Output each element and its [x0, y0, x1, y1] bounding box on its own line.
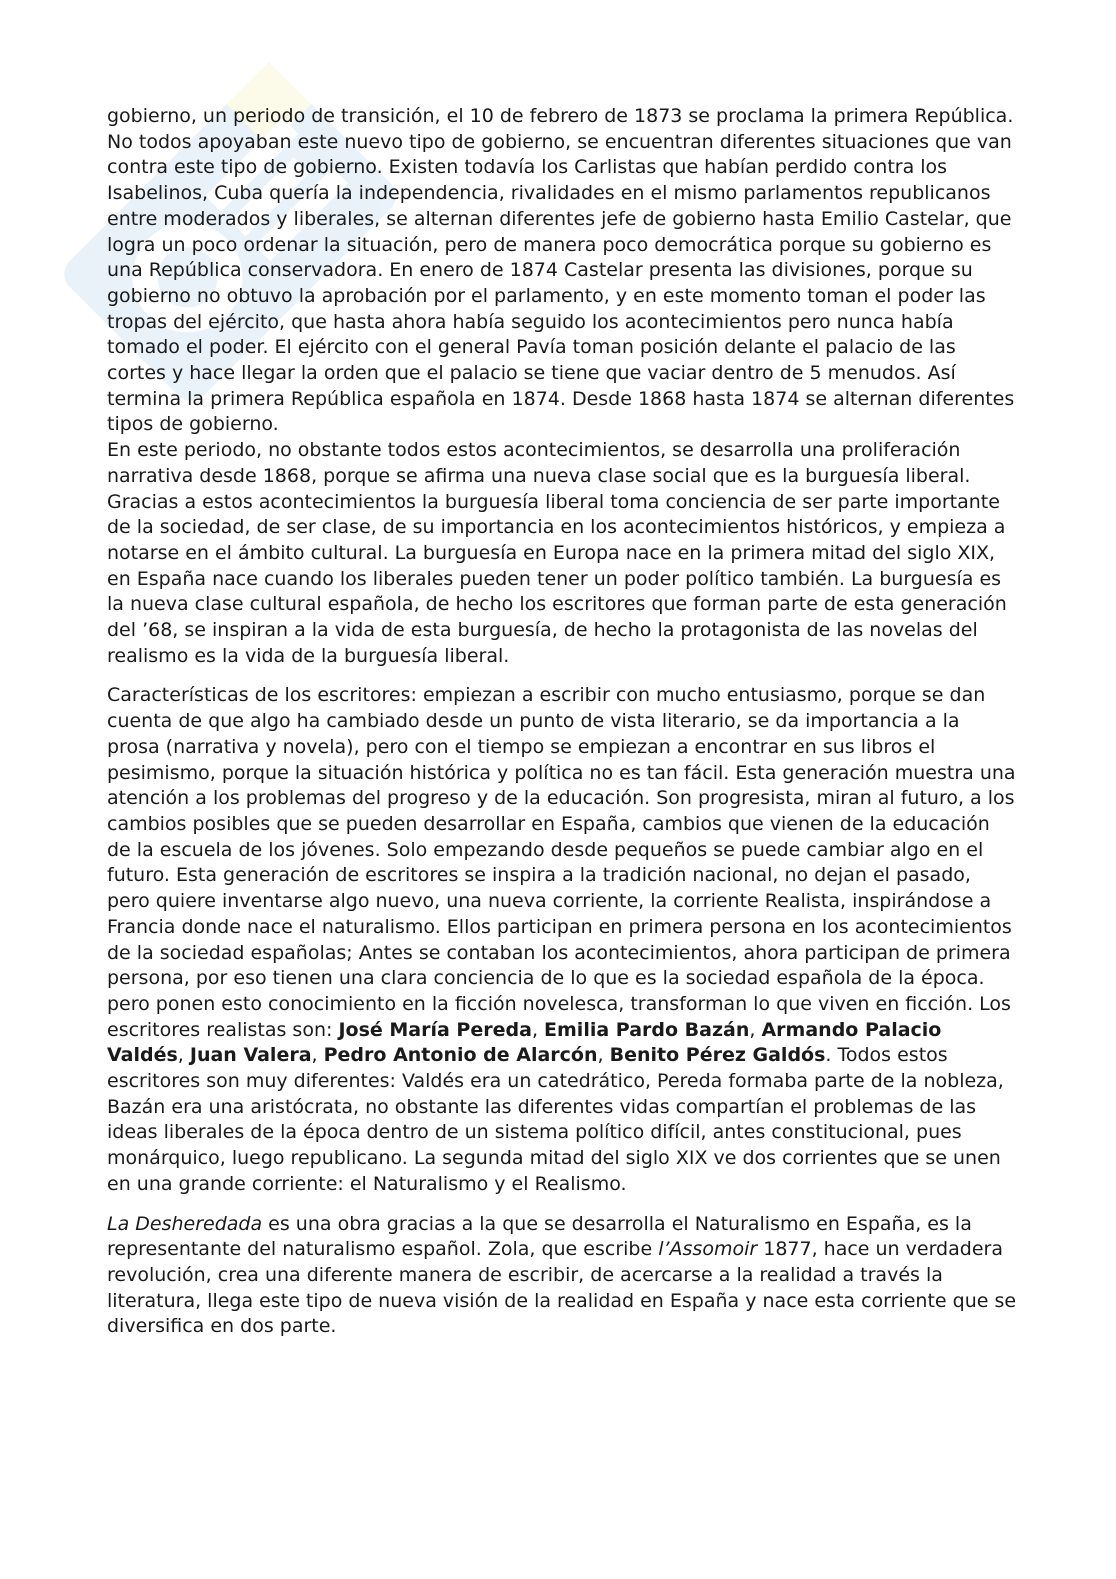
author-name: José María Pereda [338, 1018, 532, 1041]
escritores-intro-text: Características de los escritores: empiezan a escribir con mucho entusiasmo, porque se dan cuenta de que algo ha cambiado desde un punto de vista literario, se da importancia a la prosa (narrativa y novela), pero con el tiempo se empiezan a encontrar en sus libros el pesimismo, porque la situación histórica y política no es tan fácil. Esta generación muestra una atención a los problemas del progreso y de la educación. Son progresista, miran al futuro, a los cambios posibles que se pueden desarrollar en España, cambios que vienen de la educación de la escuela de los jóvenes. Solo empezando desde pequeños se puede cambiar algo en el futuro. Esta generación de escritores se inspira a la tradición nacional, no dejan el pasado, pero quiere inventarse algo nuevo, una nueva corriente, la corriente Realista, inspirándose a Francia donde nace el naturalismo. Ellos participan en primera persona en los acontecimientos de la sociedad españolas; Antes se contaban los acontecimientos, ahora participan de primera persona, por eso tienen una clara conciencia de lo que es la sociedad española de la época. pero ponen esto conocimiento en la ficción novelesca, transforman lo que viven en ficción. Los escritores realistas son: [107, 684, 1016, 1041]
paragraph-burguesia: En este periodo, no obstante todos estos acontecimientos, se desarrolla una proliferación narrativa desde 1868, porque se afirma una nueva clase social que es la burguesía liberal. Gracias a estos acontecimientos la burguesía liberal toma conciencia de ser parte importante de la sociedad, de ser clase, de su importancia en los acontecimientos históricos, y empieza a notarse en el ámbito cultural. La burguesía en Europa nace en la primera mitad del siglo XIX, en España nace cuando los liberales pueden tener un poder político también. La burguesía es la nueva clase cultural española, de hecho los escritores que forman parte de esta generación del ’68, se inspiran a la vida de esta burguesía, de hecho la protagonista de las novelas del realismo es la vida de la burguesía liberal. [107, 439, 1007, 667]
author-name: Emilia Pardo Bazán [544, 1018, 750, 1041]
paragraph-escritores [107, 683, 1017, 1197]
separator: , [311, 1044, 324, 1067]
book-title: l’Assomoir [658, 1238, 758, 1261]
author-name: Benito Pérez Galdós [609, 1044, 826, 1067]
escritores-rest-text: . Todos estos escritores son muy diferentes: Valdés era un catedrático, Pereda formaba parte de la nobleza, Bazán era una aristócrata, no obstante las diferentes vidas compartían el problemas de las ideas liberales de la época dentro de un sistema político difícil, antes constitucional, pues monárquico, luego republicano. La segunda mitad del siglo XIX ve dos corrientes que se unen en una grande corriente: el Naturalismo y el Realismo. [107, 1044, 1004, 1195]
author-name: Juan Valera [189, 1044, 312, 1067]
desheredada-text-a: es una obra gracias a la que se desarrolla el Naturalismo en España, es la representante del naturalismo español. Zola, que escribe [107, 1212, 972, 1261]
paragraph-history: gobierno, un periodo de transición, el 10 de febrero de 1873 se proclama la primera República. No todos apoyaban este nuevo tipo de gobierno, se encuentran diferentes situaciones que van contra este tipo de gobierno. Existen todavía los Carlistas que habían perdido contra los Isabelinos, Cuba quería la independencia, rivalidades en el mismo parlamentos republicanos entre moderados y liberales, se alternan diferentes jefe de gobierno hasta Emilio Castelar, que logra un poco ordenar la situación, pero de manera poco democrática porque su gobierno es una República conservadora. En enero de 1874 Castelar presenta las divisiones, porque su gobierno no obtuvo la aprobación por el parlamento, y en este momento toman el poder las tropas del ejército, que hasta ahora había seguido los acontecimientos pero nunca había tomado el poder. El ejército con el general Pavía toman posición delante el palacio de las cortes y hace llegar la orden que el palacio se tiene que vaciar dentro de 5 menudos. Así termina la primera República española en 1874. Desde 1868 hasta 1874 se alternan diferentes tipos de gobierno. [107, 105, 1015, 436]
desheredada-text-b: 1877, hace un verdadera revolución, crea una diferente manera de escribir, de acercarse a la realidad a través la literatura, llega este tipo de nueva visión de la realidad en España y nace esta corriente que se diversifica en dos parte. [107, 1238, 1017, 1338]
author-name: Armando Palacio Valdés [107, 1018, 942, 1067]
document-body [107, 104, 1017, 1340]
author-name: Pedro Antonio de Alarcón [323, 1044, 598, 1067]
separator: , [597, 1044, 610, 1067]
separator: , [531, 1018, 545, 1041]
book-title: La Desheredada [107, 1212, 263, 1235]
separator: , [749, 1018, 762, 1041]
separator: , [177, 1044, 190, 1067]
paragraph-desheredada [107, 1212, 1017, 1341]
